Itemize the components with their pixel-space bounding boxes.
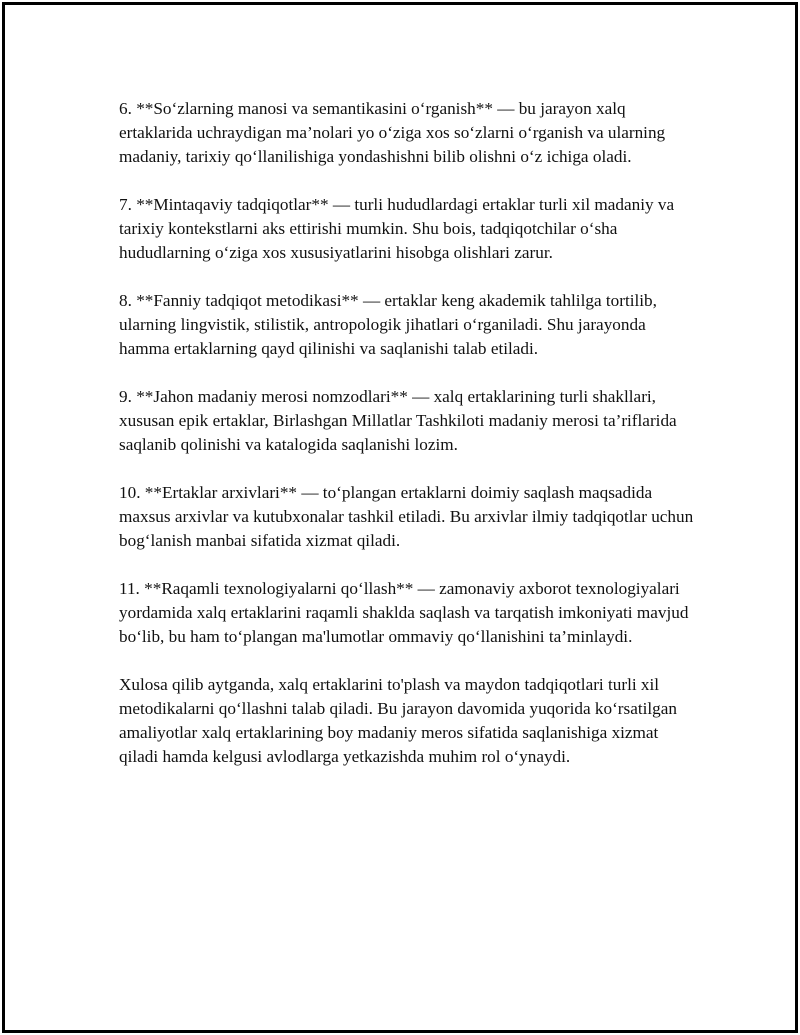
- paragraph-item-10: 10. **Ertaklar arxivlari** — to‘plangan ertaklarni doimiy saqlash maqsadida maxsus arxivlar va kutubxonalar tashkil etiladi. Bu arxivlar ilmiy tadqiqotlar uchun bog‘lanish manbai sifatida xizmat qiladi.: [119, 483, 694, 550]
- page-frame: [2, 2, 798, 1033]
- paragraph-item-9: 9. **Jahon madaniy merosi nomzodlari** — xalq ertaklarining turli shakllari, xususan epik ertaklar, Birlashgan Millatlar Tashkiloti madaniy merosi ta’riflarida saqlanib qolinishi va katalogida saqlanishi lozim.: [119, 387, 677, 454]
- paragraph-item-8: 8. **Fanniy tadqiqot metodikasi** — ertaklar keng akademik tahlilga tortilib, ularning lingvistik, stilistik, antropologik jihatlari o‘rganiladi. Shu jarayonda hamma ertaklarning qayd qilinishi va saqlanishi talab etiladi.: [119, 291, 657, 358]
- paragraph-item-7: 7. **Mintaqaviy tadqiqotlar** — turli hududlardagi ertaklar turli xil madaniy va tarixiy kontekstlarni aks ettirishi mumkin. Shu bois, tadqiqotchilar o‘sha hududlarning o‘ziga xos xususiyatlarini hisobga olishlari zarur.: [119, 195, 675, 262]
- document-body: [119, 97, 699, 793]
- conclusion-paragraph: Xulosa qilib aytganda, xalq ertaklarini to'plash va maydon tadqiqotlari turli xil metodikalarni qo‘llashni talab qiladi. Bu jarayon davomida yuqorida ko‘rsatilgan amaliyotlar xalq ertaklarining boy madaniy meros sifatida saqlanishiga xizmat qiladi hamda kelgusi avlodlarga yetkazishda muhim rol o‘ynaydi.: [119, 675, 677, 766]
- paragraph-item-11: 11. **Raqamli texnologiyalarni qo‘llash** — zamonaviy axborot texnologiyalari yordamida xalq ertaklarini raqamli shaklda saqlash va tarqatish imkoniyati mavjud bo‘lib, bu ham to‘plangan ma'lumotlar ommaviy qo‘llanishini ta’minlaydi.: [119, 579, 689, 646]
- paragraph-item-6: 6. **So‘zlarning manosi va semantikasini o‘rganish** — bu jarayon xalq ertaklarida uchraydigan ma’nolari yo o‘ziga xos so‘zlarni o‘rganish va ularning madaniy, tarixiy qo‘llanilishiga yondashishni bilib olishni o‘z ichiga oladi.: [119, 99, 666, 166]
